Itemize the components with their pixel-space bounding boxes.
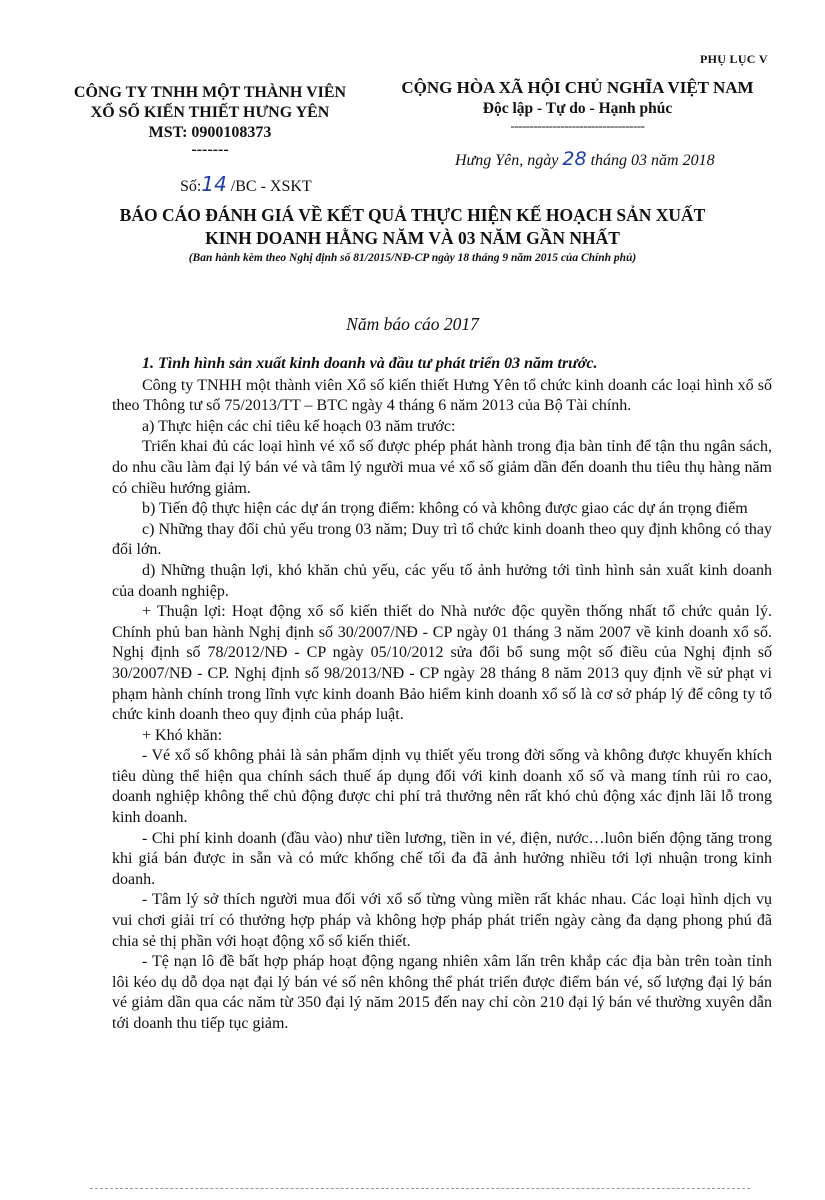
title-line1: BÁO CÁO ĐÁNH GIÁ VỀ KẾT QUẢ THỰC HIỆN KẾ HOẠCH SẢN XUẤT <box>119 205 706 225</box>
paragraph-c: c) Những thay đổi chủ yếu trong 03 năm; Duy trì tổ chức kinh doanh theo quy định không có thay đổi lớn. <box>112 520 772 559</box>
difficulties-heading: + Khó khăn: <box>142 726 223 744</box>
place-date <box>455 148 715 170</box>
doc-number-suffix: /BC - XSKT <box>230 178 312 195</box>
difficulty-item: - Tệ nạn lô đề bất hợp pháp hoạt động ngang nhiên xâm lấn trên khắp các địa bàn trên toàn tỉnh lôi kéo dụ dỗ dọa nạt đại lý bán vé số nên không thể phát triển được điểm bán vé, số lượng đại lý bán vé giảm dần qua các năm từ 350 đại lý năm 2015 đến nay chỉ còn 210 đại lý bán vé thường xuyên dẫn tới doanh thu tiếp tục giảm. <box>112 953 772 1032</box>
appendix-label: PHỤ LỤC V <box>700 52 768 66</box>
paragraph-b: b) Tiến độ thực hiện các dự án trọng điểm: không có và không được giao các dự án trọng điểm <box>142 500 748 518</box>
title-line2: KINH DOANH HẰNG NĂM VÀ 03 NĂM GẦN NHẤT <box>205 228 620 248</box>
company-header <box>70 83 350 157</box>
difficulty-item: - Tâm lý sở thích người mua đối với xổ số từng vùng miền rất khác nhau. Các loại hình dịch vụ vui chơi giải trí có thưởng hợp pháp và không hợp pháp phát triển ngày càng đa dạng phong phú đã chia sẻ thị phần với hoạt động xổ số kiến thiết. <box>112 891 772 950</box>
paragraph: Công ty TNHH một thành viên Xổ số kiến thiết Hưng Yên tổ chức kinh doanh các loại hình xổ số theo Thông tư số 75/2013/TT – BTC ngày 4 tháng 6 năm 2013 của Bộ Tài chính. <box>112 376 772 415</box>
paragraph: Triển khai đủ các loại hình vé xổ số được phép phát hành trong địa bàn tỉnh để tận thu ngân sách, do nhu cầu làm đại lý bán vé và tâm lý người mua vé xổ số giảm dần đến doanh thu tiêu thụ hàng năm có chiều hướng giảm. <box>112 438 772 497</box>
report-title <box>60 204 765 266</box>
nation-name: CỘNG HÒA XÃ HỘI CHỦ NGHĨA VIỆT NAM <box>401 78 754 97</box>
doc-number-prefix: Số: <box>180 178 202 195</box>
title-subtitle: (Ban hành kèm theo Nghị định số 81/2015/NĐ-CP ngày 18 tháng 9 năm 2015 của Chính phủ) <box>188 252 637 264</box>
company-divider: ------- <box>191 141 229 158</box>
report-body <box>112 354 772 1035</box>
footer-divider <box>90 1188 750 1189</box>
subheading-a: a) Thực hiện các chỉ tiêu kế hoạch 03 năm trước: <box>142 417 456 435</box>
company-name-line1: CÔNG TY TNHH MỘT THÀNH VIÊN <box>73 84 347 101</box>
paragraph-d: d) Những thuận lợi, khó khăn chủ yếu, các yếu tố ảnh hưởng tới tình hình sản xuất kinh doanh của doanh nghiệp. <box>112 561 772 600</box>
company-tax-code: MST: 0900108373 <box>148 124 272 141</box>
document-number <box>180 172 312 196</box>
place-date-prefix: Hưng Yên, ngày <box>455 152 559 169</box>
place-date-suffix: tháng 03 năm 2018 <box>590 152 715 169</box>
section-heading: 1. Tình hình sản xuất kinh doanh và đầu tư phát triển 03 năm trước. <box>142 355 598 372</box>
difficulty-item: - Vé xổ số không phải là sản phẩm dịnh vụ thiết yếu trong đời sống và không được khuyến khích tiêu dùng thể hiện qua chính sách thuế áp dụng đối với kinh doanh xổ số và mang tính rủi ro cao, doanh nghiệp không thể chủ động được chi phí trả thưởng nên rất khó chủ động xác định lãi lỗ trong kinh doanh. <box>112 747 772 827</box>
report-year: Năm báo cáo 2017 <box>346 314 479 334</box>
nation-motto: Độc lập - Tự do - Hạnh phúc <box>482 100 673 117</box>
national-header <box>380 77 775 133</box>
difficulty-item: - Chi phí kinh doanh (đầu vào) như tiền lương, tiền in vé, điện, nước…luôn biến động tăng trong khi giá bán được in sẵn và có mức khống chế tối đa đã ảnh hưởng nhiều tới lợi nhuận trong kinh doanh. <box>112 829 772 888</box>
company-name-line2: XỔ SỐ KIẾN THIẾT HƯNG YÊN <box>90 104 330 121</box>
place-date-handwritten-day: 28 <box>562 148 587 170</box>
nation-divider: ----------------------------------- <box>510 118 645 133</box>
paragraph-advantages: + Thuận lợi: Hoạt động xổ số kiến thiết do Nhà nước độc quyền thống nhất tổ chức quản lý. Chính phủ ban hành Nghị định số 30/2007/NĐ - CP ngày 01 tháng 3 năm 2007 về kinh doanh xổ số. Nghị định số 78/2012/NĐ - CP ngày 05/10/2012 sửa đổi bổ sung một số điều của Nghị định số 30/2007/NĐ - CP. Nghị định số 98/2013/NĐ - CP ngày 28 tháng 8 năm 2013 quy định về sử phạt vi phạm hành chính trong lĩnh vực kinh doanh Bảo hiểm kinh doanh xổ số là cơ sở pháp lý để công ty tổ chức kinh doanh theo quy định của pháp luật. <box>112 603 772 724</box>
doc-number-handwritten: 14 <box>201 172 227 196</box>
